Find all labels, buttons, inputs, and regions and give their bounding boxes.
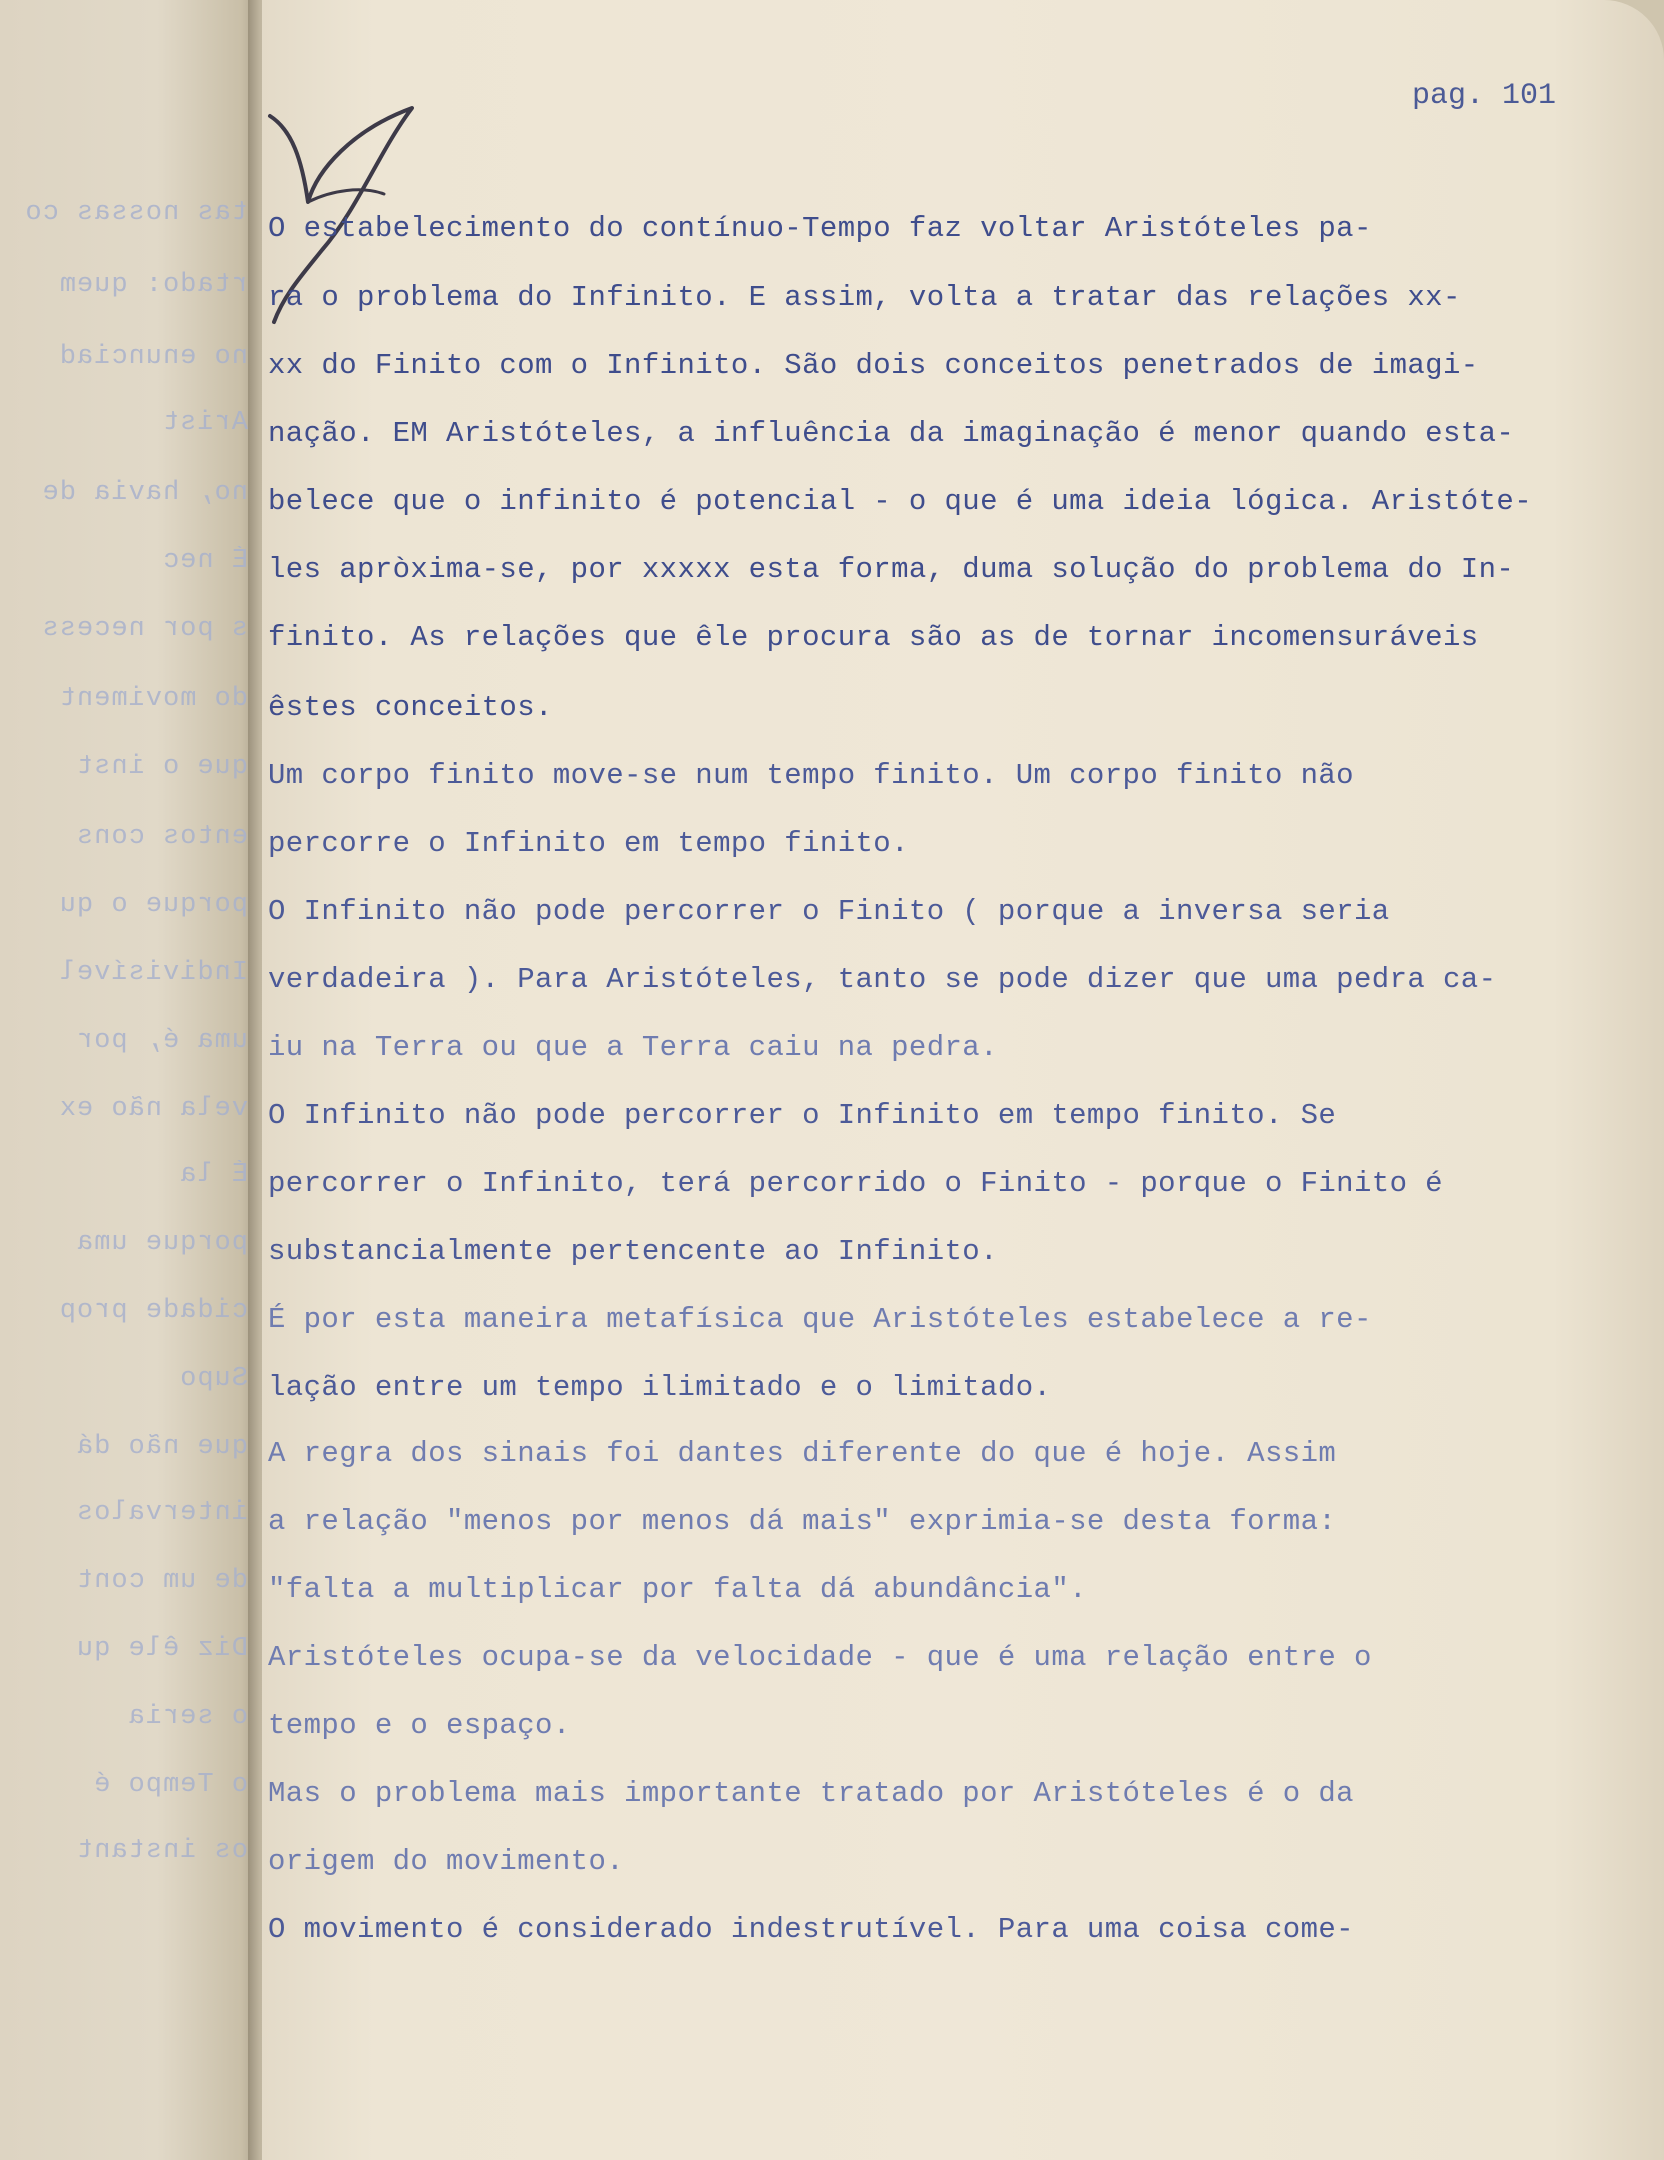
facing-page-line: de um cont bbox=[75, 1566, 248, 1596]
page-number: pag. 101 bbox=[1412, 79, 1557, 113]
facing-page-line: no, havia de bbox=[41, 478, 248, 508]
text-line: lação entre um tempo ilimitado e o limitado. bbox=[268, 1371, 1052, 1404]
facing-page-line: É la bbox=[179, 1160, 248, 1190]
text-line: "falta a multiplicar por falta dá abundância". bbox=[268, 1573, 1087, 1606]
text-line: êstes conceitos. bbox=[268, 691, 553, 724]
text-line: percorrer o Infinito, terá percorrido o Finito - porque o Finito é bbox=[268, 1167, 1443, 1200]
facing-page-line: que não dá bbox=[75, 1432, 248, 1462]
text-line: iu na Terra ou que a Terra caiu na pedra. bbox=[268, 1031, 998, 1064]
facing-page-line: que o inst bbox=[75, 752, 248, 782]
text-line: A regra dos sinais foi dantes diferente do que é hoje. Assim bbox=[268, 1437, 1337, 1470]
text-line: Um corpo finito move-se num tempo finito. Um corpo finito não bbox=[268, 759, 1354, 792]
facing-page-line: É nec bbox=[161, 546, 248, 576]
text-line: belece que o infinito é potencial - o que é uma ideia lógica. Aristóte- bbox=[268, 485, 1533, 518]
text-line: O estabelecimento do contínuo-Tempo faz voltar Aristóteles pa- bbox=[268, 212, 1372, 245]
facing-page-line: Indivisível bbox=[58, 958, 248, 988]
text-line: percorre o Infinito em tempo finito. bbox=[268, 827, 909, 860]
facing-page-line: Arist bbox=[161, 408, 248, 438]
facing-page-line: no enunciad bbox=[58, 342, 248, 372]
facing-page-line: Supo bbox=[179, 1364, 248, 1394]
text-line: origem do movimento. bbox=[268, 1845, 625, 1878]
facing-page-line: entos cons bbox=[75, 822, 248, 852]
facing-page bbox=[0, 0, 262, 2160]
facing-page-line: o seria bbox=[127, 1702, 248, 1732]
facing-page-line: s por necess bbox=[41, 614, 248, 644]
text-line: verdadeira ). Para Aristóteles, tanto se pode dizer que uma pedra ca- bbox=[268, 963, 1497, 996]
text-line: xx do Finito com o Infinito. São dois conceitos penetrados de imagi- bbox=[268, 349, 1479, 382]
facing-page-line: tas nossas co bbox=[24, 198, 248, 228]
text-line: substancialmente pertencente ao Infinito. bbox=[268, 1235, 998, 1268]
text-line: tempo e o espaço. bbox=[268, 1709, 571, 1742]
text-line: Mas o problema mais importante tratado por Aristóteles é o da bbox=[268, 1777, 1354, 1810]
facing-page-line: rtado: quem bbox=[58, 270, 248, 300]
typed-page bbox=[262, 0, 1664, 2160]
facing-page-line: o Tempo é bbox=[93, 1770, 248, 1800]
text-line: O Infinito não pode percorrer o Infinito em tempo finito. Se bbox=[268, 1099, 1337, 1132]
text-line: nação. EM Aristóteles, a influência da imaginação é menor quando esta- bbox=[268, 417, 1515, 450]
facing-page-line: intervalos bbox=[75, 1498, 248, 1528]
facing-page-line: porque o qu bbox=[58, 890, 248, 920]
text-line: O Infinito não pode percorrer o Finito ( porque a inversa seria bbox=[268, 895, 1390, 928]
facing-page-line: Diz êle qu bbox=[75, 1634, 248, 1664]
text-line: ra o problema do Infinito. E assim, volta a tratar das relações xx- bbox=[268, 281, 1461, 314]
text-line: les apròxima-se, por xxxxx esta forma, duma solução do problema do In- bbox=[268, 553, 1515, 586]
text-line: Aristóteles ocupa-se da velocidade - que é uma relação entre o bbox=[268, 1641, 1372, 1674]
facing-page-line: os instant bbox=[75, 1836, 248, 1866]
facing-page-line: vela não ex bbox=[58, 1094, 248, 1124]
facing-page-line: cidade prop bbox=[58, 1296, 248, 1326]
facing-page-line: uma é, por bbox=[75, 1026, 248, 1056]
text-line: O movimento é considerado indestrutível. Para uma coisa come- bbox=[268, 1913, 1354, 1946]
text-line: É por esta maneira metafísica que Aristóteles estabelece a re- bbox=[268, 1303, 1372, 1336]
facing-page-line: porque uma bbox=[75, 1228, 248, 1258]
text-line: a relação "menos por menos dá mais" exprimia-se desta forma: bbox=[268, 1505, 1337, 1538]
text-line: finito. As relações que êle procura são as de tornar incomensuráveis bbox=[268, 621, 1479, 654]
facing-page-line: do moviment bbox=[58, 684, 248, 714]
